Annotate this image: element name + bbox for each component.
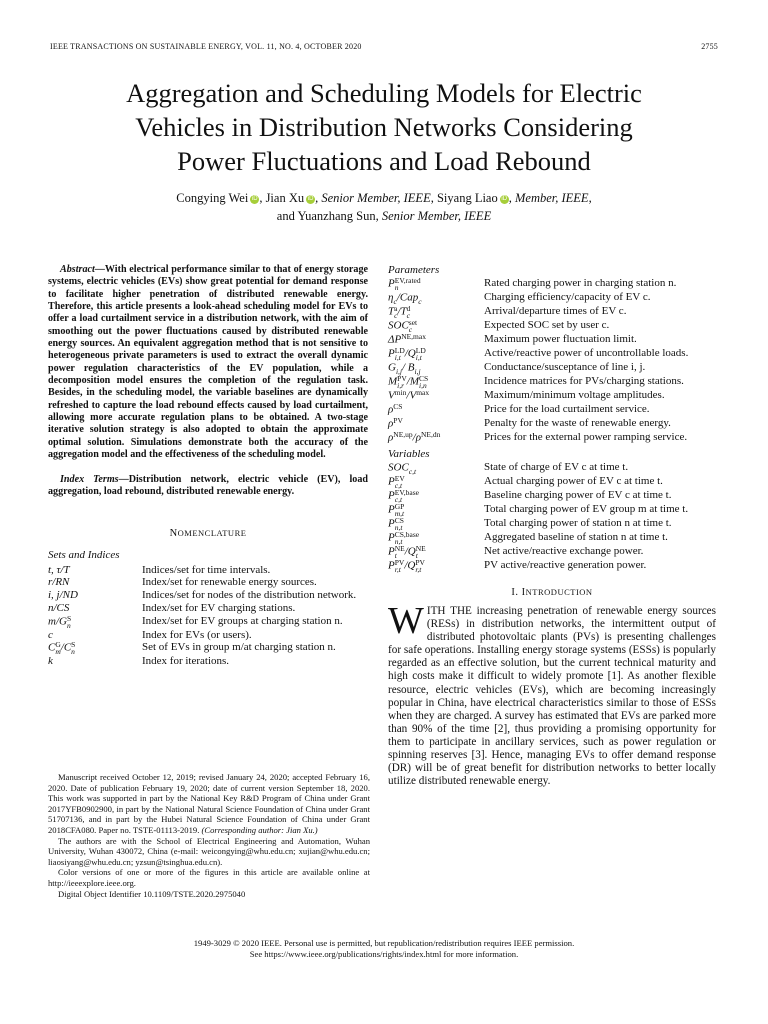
orcid-icon[interactable]: iD (501, 196, 508, 202)
footnote-doi: Digital Object Identifier 10.1109/TSTE.2020.2975040 (58, 888, 246, 899)
parameters-list (388, 277, 716, 445)
symbol-description: Index/set for EV charging stations. (142, 601, 296, 614)
journal-name: IEEE TRANSACTIONS ON SUSTAINABLE ENERGY, VOL. 11, NO. 4, OCTOBER 2020 (50, 42, 362, 51)
symbol-description: Baseline charging power of EV c at time t. (484, 489, 672, 501)
symbol: P EV,rated n (388, 276, 421, 292)
symbol: c (48, 628, 53, 641)
symbol-description: Charging efficiency/capacity of EV c. (484, 291, 651, 303)
title-line-3: Power Fluctuations and Load Rebound (177, 146, 591, 176)
symbol-description: Index/set for renewable energy sources. (142, 576, 317, 589)
nomenclature-title: NOMENCLATURE (169, 527, 247, 539)
sets-heading: Sets and Indices (48, 548, 120, 561)
symbol-description: Maximum/minimum voltage amplitudes. (484, 389, 665, 401)
nomenclature-row (388, 375, 716, 389)
symbol-description: Rated charging power in charging station n. (484, 277, 677, 289)
symbol: ΔP NE,max (388, 332, 426, 346)
nomenclature-row (388, 347, 716, 361)
symbol: η c /Cap c (388, 291, 422, 306)
nomenclature-row (48, 576, 368, 589)
nomenclature-row (388, 319, 716, 333)
nomenclature-row (388, 277, 716, 291)
symbol-description: Arrival/departure times of EV c. (484, 305, 627, 317)
author-role: , Senior Member, IEEE (315, 191, 431, 205)
symbol: SOC set c (388, 318, 418, 334)
author-line-1 (40, 189, 728, 207)
symbol: SOC c,t (388, 461, 417, 476)
nomenclature-row (48, 629, 368, 642)
symbol: k (48, 655, 53, 668)
variables-list (388, 461, 716, 573)
symbol: ρ NE,up /ρ NE,dn (388, 430, 441, 444)
author-role: , Senior Member, IEEE (375, 209, 492, 223)
author-name: and Yuanzhang Sun (276, 209, 376, 223)
index-terms-label: Index Terms (60, 473, 119, 485)
index-terms (48, 474, 368, 499)
symbol-description: Incidence matrices for PVs/charging stations. (484, 375, 684, 387)
symbol-description: Conductance/susceptance of line i, j. (484, 361, 646, 373)
intro-text: ITH THE increasing penetration of renewable energy sources (RESs) in distribution networks, the intermittent output of distributed photovoltaic plants (PVs) is presenting challenges for safe operations. Installing energy storage systems (ESSs) is popularly regarded as an effective solution, but the current technical maturity and high costs make it difficult to widely promote [1]. As another flexible resource, electric vehicles (EVs), which are becoming increasingly popular in China, have electrical characteristics similar to those of ESSs when they are charged. A survey has estimated that EVs are parked more than 90% of the time [2], thus providing a promising opportunity for them to participate in ancillary services, such as power regulation or spinning reserves [3]. Hence, managing EVs to offer demand response (DR) will be of great benefit for distribution networks to better locally utilize distributed renewable energy. (388, 605, 716, 788)
nomenclature-row (388, 559, 716, 573)
nomenclature-row (388, 403, 716, 417)
symbol-description: Indices/set for nodes of the distribution network. (142, 589, 357, 602)
nomenclature-row (388, 475, 716, 489)
nomenclature-row (48, 615, 368, 629)
paper-title (40, 76, 728, 178)
symbol-description: Index for EVs (or users). (142, 628, 252, 641)
nomenclature-row (48, 564, 368, 577)
page-number: 2755 (701, 42, 718, 51)
symbol: P CS n,t (388, 516, 404, 532)
symbol-description: Aggregated baseline of station n at time t. (484, 531, 668, 543)
symbol: i, j/ND (48, 589, 78, 602)
symbol: t, τ/T (48, 563, 70, 576)
symbol: ρ CS (388, 402, 403, 416)
symbol: V min /V max (388, 388, 430, 402)
symbol: P EV c,t (388, 474, 405, 490)
symbol-description: Total charging power of station n at time t. (484, 517, 672, 529)
sets-list (48, 564, 368, 669)
title-line-1: Aggregation and Scheduling Models for Electric (126, 78, 642, 108)
symbol: m/G S n (48, 613, 72, 630)
index-terms-text: —Distribution network, electric vehicle (EV), load aggregation, load rebound, distributed renewable energy. (48, 473, 368, 497)
symbol: P CS,base n,t (388, 530, 420, 546)
symbol-description: Total charging power of EV group m at time t. (484, 503, 689, 515)
symbol-description: Price for the load curtailment service. (484, 403, 650, 415)
nomenclature-row (388, 531, 716, 545)
symbol: T a c /T d c (388, 304, 411, 320)
parameters-heading: Parameters (388, 264, 440, 276)
abstract-label: Abstract (60, 264, 95, 275)
nomenclature-row (388, 545, 716, 559)
left-column (48, 264, 368, 668)
symbol-description: Net active/reactive exchange power. (484, 545, 644, 557)
corresponding-author: (Corresponding author: Jian Xu.) (201, 824, 318, 835)
symbol: n/CS (48, 601, 70, 614)
copyright-line: 1949-3029 © 2020 IEEE. Personal use is permitted, but republication/redistribution requires IEEE permission. (193, 938, 575, 948)
footnote-manuscript: Manuscript received October 12, 2019; revised January 24, 2020; accepted February 16, 2020. Date of publication February 19, 2020; date of current version September 18, 2020. This work was supported in part by the National Key R&D Program of China under Grant 2017YFB0902900, in part by the National Natural Science Foundation of China under Grant 51707136, and in part by the Hubei Natural Science Foundation of China under Grant 2018CFA080. Paper no. TSTE-01113-2019. (Corresponding author: Jian Xu.) (48, 772, 370, 835)
symbol: G i,j / B i,j (388, 361, 421, 376)
symbol-description: Index/set for EV groups at charging station n. (142, 614, 343, 627)
symbol: M PV i,r /M CS i,n (388, 374, 429, 390)
symbol-description: PV active/reactive generation power. (484, 559, 647, 571)
nomenclature-row (48, 589, 368, 602)
abstract (48, 264, 368, 462)
nomenclature-row (388, 503, 716, 517)
orcid-icon[interactable]: iD (307, 196, 314, 202)
symbol: P NE t /Q NE t (388, 544, 426, 560)
symbol: ρ PV (388, 416, 403, 430)
nomenclature-row (388, 489, 716, 503)
author-name: , Siyang Liao (430, 191, 498, 205)
nomenclature-row (388, 361, 716, 375)
right-column (388, 264, 716, 788)
symbol-description: Set of EVs in group m/at charging station n. (142, 641, 336, 654)
author-list (40, 189, 728, 225)
author-line-2 (40, 207, 728, 225)
footnote-color: Color versions of one or more of the figures in this article are available online at http://ieeexplore.ieee.org. (48, 867, 370, 888)
symbol: P PV r,t /Q PV r,t (388, 558, 425, 574)
symbol-description: Index for iterations. (142, 655, 230, 668)
nomenclature-row (388, 305, 716, 319)
symbol-description: Active/reactive power of uncontrollable loads. (484, 347, 689, 359)
nomenclature-row (48, 641, 368, 655)
author-role: , Member, IEEE, (508, 191, 592, 205)
nomenclature-row (388, 291, 716, 305)
author-name: Congying Wei (176, 191, 249, 205)
footnote (48, 772, 370, 899)
symbol: C G m /C S n (48, 640, 76, 657)
nomenclature-row (48, 655, 368, 668)
symbol-description: State of charge of EV c at time t. (484, 461, 629, 473)
nomenclature-row (48, 602, 368, 615)
symbol-description: Indices/set for time intervals. (142, 563, 271, 576)
symbol: P LD i,t /Q LD i,t (388, 346, 426, 362)
nomenclature-row (388, 431, 716, 445)
footnote-affiliation: The authors are with the School of Electrical Engineering and Automation, Wuhan University, Wuhan 430072, China (e-mail: weicongying@whu.edu.cn; xujian@whu.edu.cn; liaosiyang@whu.edu.cn; yzsun@tsinghua.edu.cn). (48, 835, 370, 867)
intro-paragraph (388, 600, 716, 788)
symbol-description: Actual charging power of EV c at time t. (484, 475, 663, 487)
author-name: , Jian Xu (259, 191, 305, 205)
title-line-2: Vehicles in Distribution Networks Considering (135, 112, 633, 142)
drop-cap: W (388, 600, 424, 642)
symbol: r/RN (48, 576, 70, 589)
variables-heading: Variables (388, 448, 430, 460)
running-header (50, 42, 718, 51)
symbol-description: Prices for the external power ramping service. (484, 431, 688, 443)
symbol-description: Expected SOC set by user c. (484, 319, 610, 331)
symbol-description: Maximum power fluctuation limit. (484, 333, 637, 345)
rights-link-line: See https://www.ieee.org/publications/rights/index.html for more information. (249, 949, 519, 959)
intro-title: I. INTRODUCTION (511, 587, 593, 598)
symbol-description: Penalty for the waste of renewable energy. (484, 417, 671, 429)
nomenclature-row (388, 389, 716, 403)
copyright-footer (40, 938, 728, 960)
symbol: P EV,base c,t (388, 488, 419, 504)
nomenclature-row (388, 517, 716, 531)
nomenclature-row (388, 333, 716, 347)
orcid-icon[interactable]: iD (251, 196, 258, 202)
abstract-text: —With electrical performance similar to that of energy storage systems, electric vehicles (EVs) show great potential for demand response to facilitate higher penetration of distributed renewable energy. Therefore, this article presents a look-ahead scheduling model for EVs to offer a load curtailment service in a distribution network, with the aim of smoothing out the power fluctuations caused by distributed renewable energy sources. An equivalent aggregation method that is not sensitive to heterogeneous private parameters is used to extract the overall dynamic power regulation characteristics of the EV population, while a decomposition model ensures the completion of the regulation task. Besides, in the scheduling model, the variable baselines are dynamically refreshed to capture the load rebound effects caused by load curtailment, allowing more accurate regulation plans to be obtained. A two-stage iterative solution strategy is also adopted to obtain the approximate optimal solution. Simulations demonstrate both the accuracy of the aggregation model and the effectiveness of the scheduling model. (48, 264, 368, 461)
nomenclature-row (388, 417, 716, 431)
nomenclature-row (388, 461, 716, 475)
symbol: P GP m,t (388, 502, 405, 518)
